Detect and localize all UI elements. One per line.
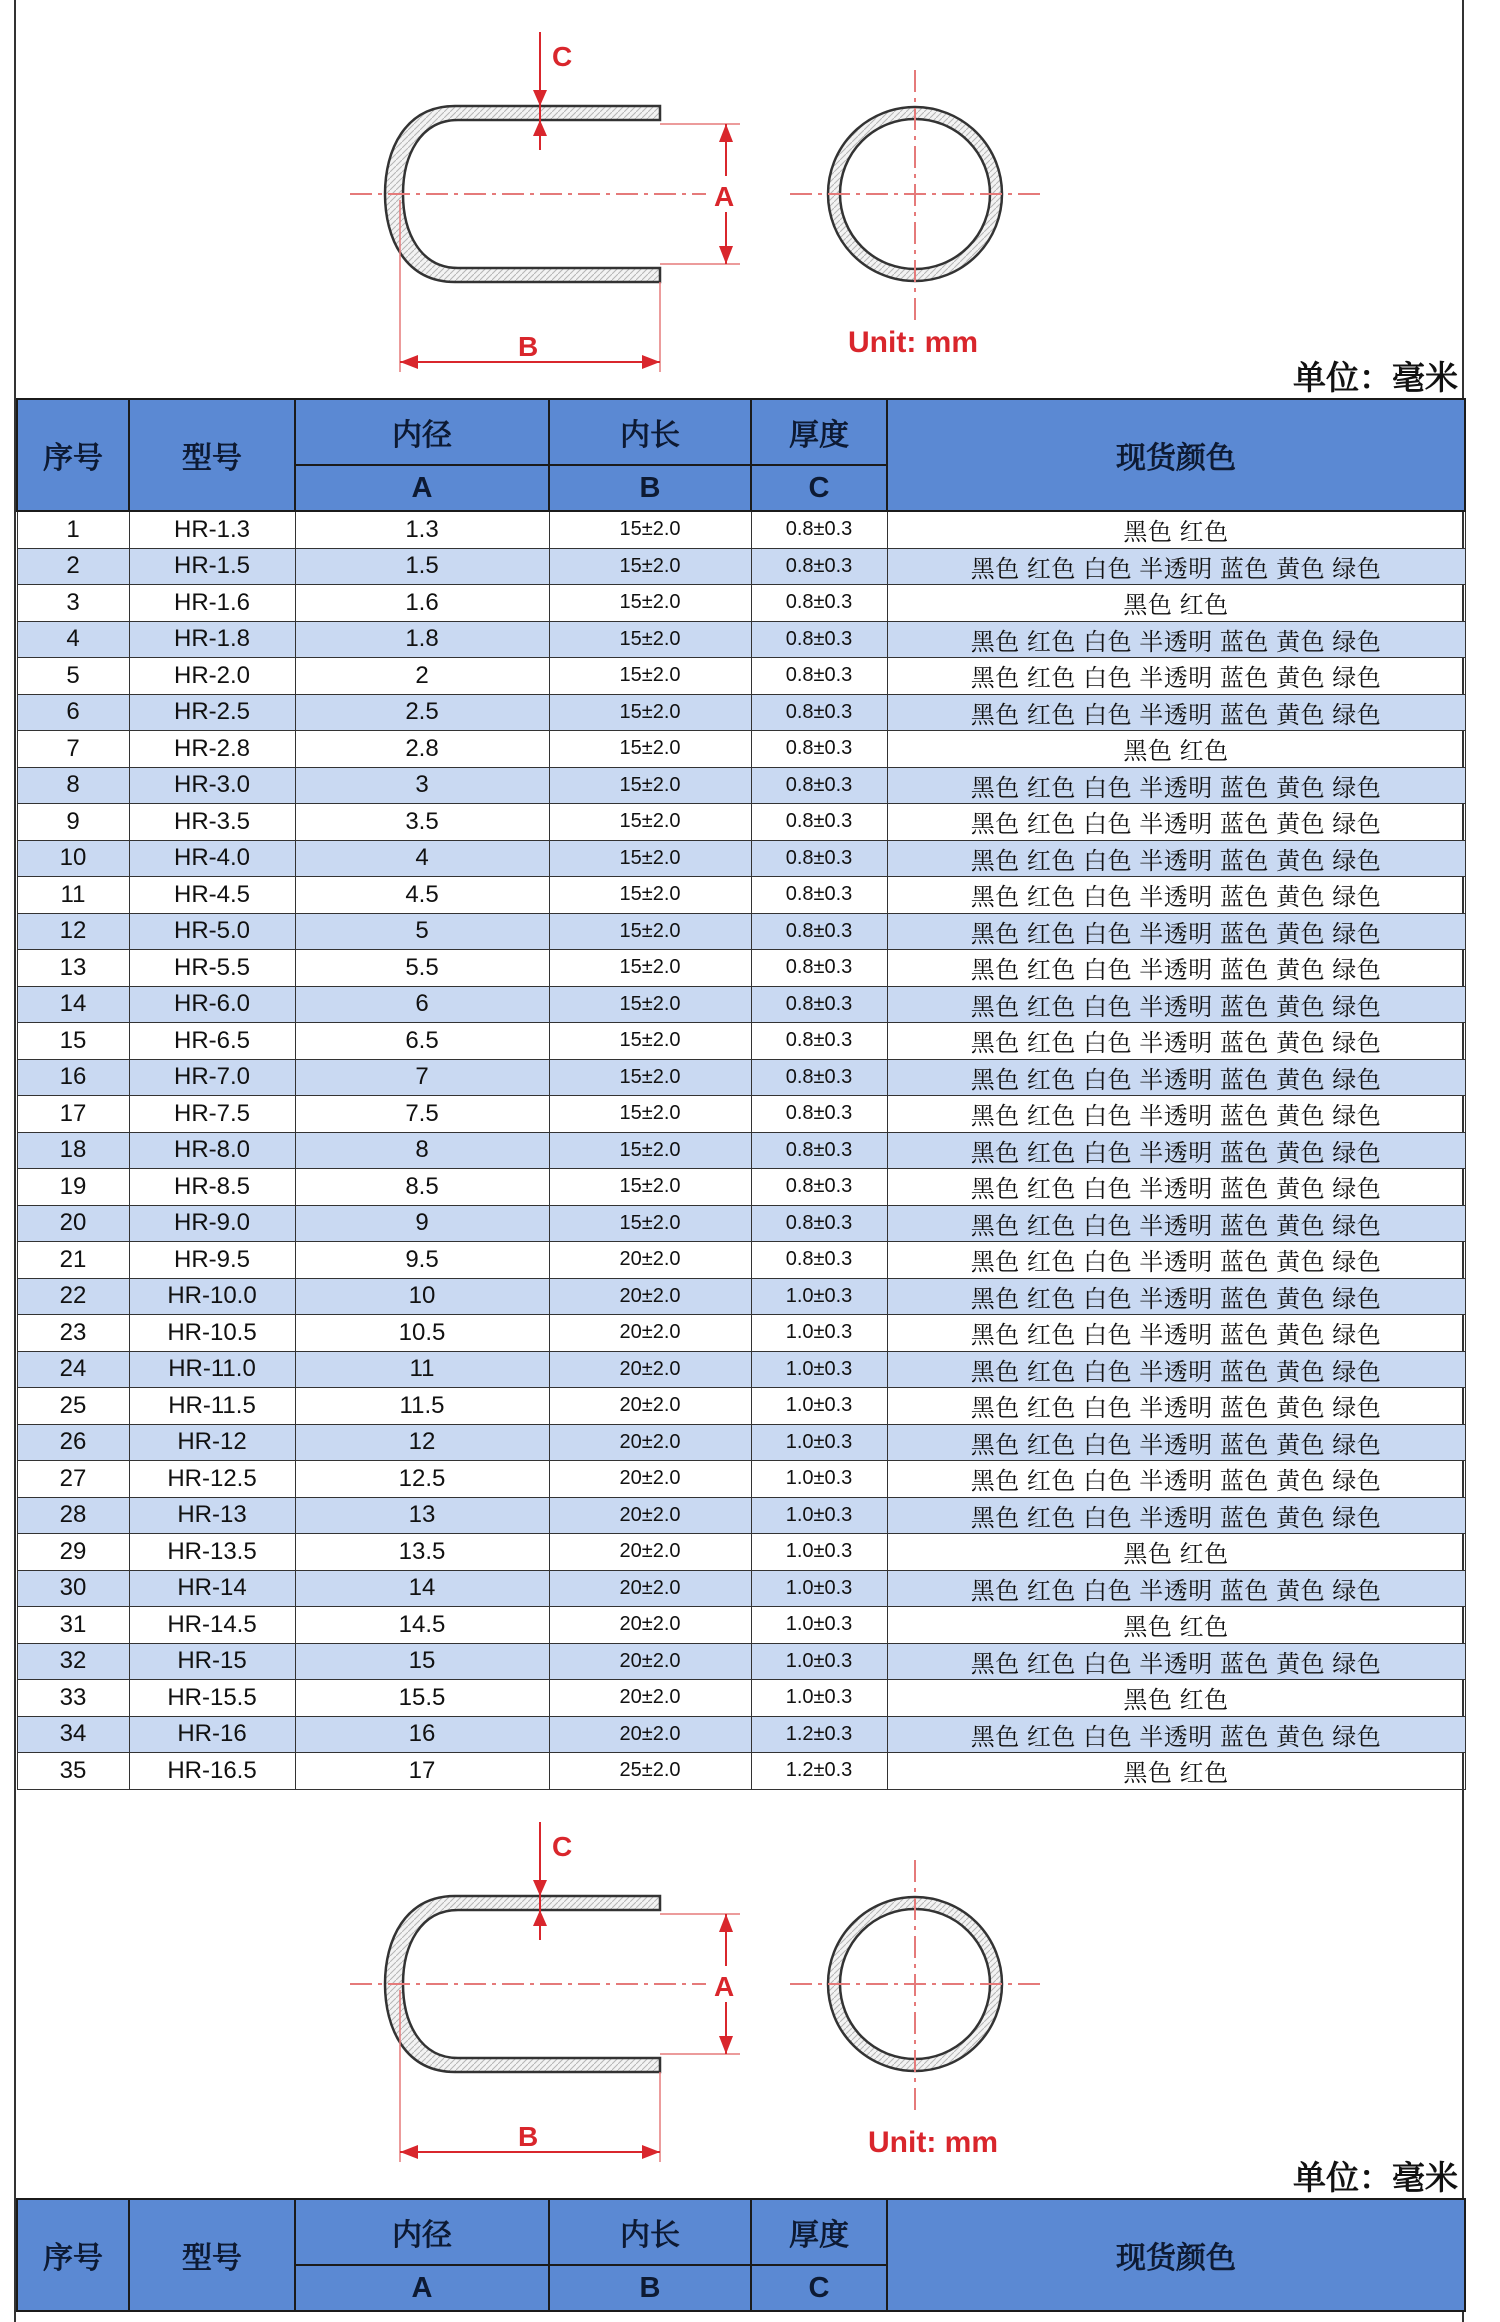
cell-index: 7 (17, 731, 129, 768)
cell-model: HR-16 (129, 1716, 295, 1753)
cell-thickness: 0.8±0.3 (751, 1169, 887, 1206)
cell-colors: 黑色 红色 白色 半透明 蓝色 黄色 绿色 (887, 804, 1465, 841)
cell-inner-length: 15±2.0 (549, 877, 751, 914)
table-row (17, 950, 1465, 987)
cell-inner-length: 20±2.0 (549, 1461, 751, 1498)
header-sub-a: A (295, 465, 549, 511)
cell-inner-length: 20±2.0 (549, 1315, 751, 1352)
cell-inner-diameter: 2.8 (295, 731, 549, 768)
table-row (17, 731, 1465, 768)
cell-model: HR-2.5 (129, 694, 295, 731)
cell-inner-diameter: 17 (295, 1753, 549, 1790)
dimension-b-arrow (642, 2145, 660, 2159)
table-row (17, 1753, 1465, 1790)
cell-inner-diameter: 9.5 (295, 1242, 549, 1279)
cell-colors: 黑色 红色 白色 半透明 蓝色 黄色 绿色 (887, 548, 1465, 585)
cell-inner-length: 20±2.0 (549, 1242, 751, 1279)
cell-colors: 黑色 红色 白色 半透明 蓝色 黄色 绿色 (887, 767, 1465, 804)
cell-inner-length: 15±2.0 (549, 1096, 751, 1133)
cell-inner-diameter: 4 (295, 840, 549, 877)
cell-inner-diameter: 9 (295, 1205, 549, 1242)
cell-index: 21 (17, 1242, 129, 1279)
cell-model: HR-15 (129, 1643, 295, 1680)
label-b: B (518, 331, 539, 362)
cell-thickness: 0.8±0.3 (751, 731, 887, 768)
cell-inner-diameter: 15 (295, 1643, 549, 1680)
table-row (17, 1643, 1465, 1680)
cell-inner-length: 20±2.0 (549, 1351, 751, 1388)
table-row (17, 1680, 1465, 1717)
cell-inner-length: 15±2.0 (549, 548, 751, 585)
cell-inner-length: 15±2.0 (549, 511, 751, 548)
cell-inner-diameter: 13 (295, 1497, 549, 1534)
cell-inner-length: 15±2.0 (549, 950, 751, 987)
unit-label-cn: 单位：毫米 (1293, 359, 1458, 396)
cell-model: HR-1.6 (129, 585, 295, 622)
cell-model: HR-13.5 (129, 1534, 295, 1571)
table-row (17, 548, 1465, 585)
cell-inner-diameter: 14.5 (295, 1607, 549, 1644)
dimension-c-arrow (533, 120, 547, 136)
cell-thickness: 1.0±0.3 (751, 1315, 887, 1352)
cell-index: 32 (17, 1643, 129, 1680)
cell-model: HR-11.0 (129, 1351, 295, 1388)
table-row (17, 511, 1465, 548)
cell-thickness: 1.0±0.3 (751, 1534, 887, 1571)
header-colors: 现货颜色 (887, 2199, 1465, 2311)
label-a: A (714, 1971, 735, 2002)
cell-inner-length: 15±2.0 (549, 804, 751, 841)
dimension-c-arrow (533, 1880, 547, 1896)
cell-inner-diameter: 12 (295, 1424, 549, 1461)
header-model: 型号 (129, 2199, 295, 2311)
cell-colors: 黑色 红色 白色 半透明 蓝色 黄色 绿色 (887, 1424, 1465, 1461)
cell-index: 10 (17, 840, 129, 877)
table-row (17, 877, 1465, 914)
cell-thickness: 0.8±0.3 (751, 1205, 887, 1242)
cell-index: 29 (17, 1534, 129, 1571)
cell-inner-length: 15±2.0 (549, 1169, 751, 1206)
dimension-c-arrow (533, 1910, 547, 1926)
cell-model: HR-1.8 (129, 621, 295, 658)
cell-inner-diameter: 3.5 (295, 804, 549, 841)
cell-thickness: 0.8±0.3 (751, 658, 887, 695)
cell-index: 4 (17, 621, 129, 658)
cell-index: 30 (17, 1570, 129, 1607)
dimension-b-arrow (400, 355, 418, 369)
cell-colors: 黑色 红色 白色 半透明 蓝色 黄色 绿色 (887, 1205, 1465, 1242)
cell-index: 19 (17, 1169, 129, 1206)
cell-colors: 黑色 红色 白色 半透明 蓝色 黄色 绿色 (887, 840, 1465, 877)
table-row (17, 1716, 1465, 1753)
cell-index: 28 (17, 1497, 129, 1534)
header-index: 序号 (17, 2199, 129, 2311)
cell-model: HR-9.0 (129, 1205, 295, 1242)
table-row (17, 1242, 1465, 1279)
cell-model: HR-6.5 (129, 1023, 295, 1060)
cell-inner-diameter: 7 (295, 1059, 549, 1096)
dimension-a-arrow (719, 124, 733, 142)
cell-model: HR-3.0 (129, 767, 295, 804)
table-row (17, 1607, 1465, 1644)
cell-model: HR-12 (129, 1424, 295, 1461)
cell-index: 26 (17, 1424, 129, 1461)
cell-inner-length: 15±2.0 (549, 658, 751, 695)
cell-inner-diameter: 3 (295, 767, 549, 804)
table-row (17, 1096, 1465, 1133)
cell-colors: 黑色 红色 白色 半透明 蓝色 黄色 绿色 (887, 950, 1465, 987)
cell-inner-length: 20±2.0 (549, 1643, 751, 1680)
cell-model: HR-7.0 (129, 1059, 295, 1096)
cell-thickness: 0.8±0.3 (751, 913, 887, 950)
table-row (17, 1424, 1465, 1461)
cell-colors: 黑色 红色 白色 半透明 蓝色 黄色 绿色 (887, 1023, 1465, 1060)
cell-inner-length: 15±2.0 (549, 1132, 751, 1169)
cell-index: 1 (17, 511, 129, 548)
cell-model: HR-3.5 (129, 804, 295, 841)
cell-colors: 黑色 红色 (887, 1680, 1465, 1717)
cell-inner-diameter: 11.5 (295, 1388, 549, 1425)
cell-inner-length: 20±2.0 (549, 1388, 751, 1425)
cell-thickness: 1.0±0.3 (751, 1607, 887, 1644)
table-row (17, 1169, 1465, 1206)
header-inner-length: 内长 (549, 399, 751, 465)
cell-colors: 黑色 红色 白色 半透明 蓝色 黄色 绿色 (887, 986, 1465, 1023)
cell-inner-diameter: 6.5 (295, 1023, 549, 1060)
cell-inner-length: 15±2.0 (549, 840, 751, 877)
cell-inner-diameter: 13.5 (295, 1534, 549, 1571)
cell-thickness: 0.8±0.3 (751, 585, 887, 622)
cell-thickness: 0.8±0.3 (751, 1096, 887, 1133)
cell-index: 20 (17, 1205, 129, 1242)
cell-inner-length: 25±2.0 (549, 1753, 751, 1790)
cell-index: 23 (17, 1315, 129, 1352)
cell-index: 34 (17, 1716, 129, 1753)
cell-thickness: 1.0±0.3 (751, 1643, 887, 1680)
table-row (17, 585, 1465, 622)
cell-colors: 黑色 红色 (887, 731, 1465, 768)
cell-model: HR-12.5 (129, 1461, 295, 1498)
cell-model: HR-16.5 (129, 1753, 295, 1790)
header-inner-diameter: 内径 (295, 399, 549, 465)
cell-thickness: 1.2±0.3 (751, 1753, 887, 1790)
cell-model: HR-5.5 (129, 950, 295, 987)
cell-inner-length: 15±2.0 (549, 694, 751, 731)
cell-colors: 黑色 红色 (887, 1534, 1465, 1571)
cell-inner-diameter: 10 (295, 1278, 549, 1315)
cell-model: HR-6.0 (129, 986, 295, 1023)
table-row (17, 658, 1465, 695)
cell-inner-diameter: 10.5 (295, 1315, 549, 1352)
table-row (17, 1351, 1465, 1388)
cell-model: HR-4.5 (129, 877, 295, 914)
cell-colors: 黑色 红色 白色 半透明 蓝色 黄色 绿色 (887, 1351, 1465, 1388)
cell-thickness: 0.8±0.3 (751, 986, 887, 1023)
cell-inner-diameter: 16 (295, 1716, 549, 1753)
table-row (17, 1497, 1465, 1534)
cell-thickness: 0.8±0.3 (751, 950, 887, 987)
cell-index: 15 (17, 1023, 129, 1060)
cell-thickness: 0.8±0.3 (751, 1132, 887, 1169)
cell-thickness: 1.0±0.3 (751, 1497, 887, 1534)
cell-index: 13 (17, 950, 129, 987)
cell-index: 12 (17, 913, 129, 950)
cell-inner-length: 20±2.0 (549, 1497, 751, 1534)
header-sub-c: C (751, 465, 887, 511)
header-sub-b: B (549, 2265, 751, 2311)
cell-inner-length: 20±2.0 (549, 1607, 751, 1644)
cell-colors: 黑色 红色 (887, 1607, 1465, 1644)
table-row (17, 1534, 1465, 1571)
cell-inner-length: 15±2.0 (549, 1023, 751, 1060)
header-index: 序号 (17, 399, 129, 511)
table-row (17, 840, 1465, 877)
cell-inner-diameter: 14 (295, 1570, 549, 1607)
cell-colors: 黑色 红色 白色 半透明 蓝色 黄色 绿色 (887, 1461, 1465, 1498)
dimension-diagram (0, 10, 1500, 410)
cell-inner-diameter: 5 (295, 913, 549, 950)
cell-index: 5 (17, 658, 129, 695)
cell-inner-length: 15±2.0 (549, 621, 751, 658)
cell-model: HR-2.8 (129, 731, 295, 768)
cell-colors: 黑色 红色 白色 半透明 蓝色 黄色 绿色 (887, 1132, 1465, 1169)
table-row (17, 1059, 1465, 1096)
cell-model: HR-5.0 (129, 913, 295, 950)
cell-thickness: 1.0±0.3 (751, 1388, 887, 1425)
cell-inner-diameter: 8 (295, 1132, 549, 1169)
table-row (17, 767, 1465, 804)
cell-thickness: 0.8±0.3 (751, 1059, 887, 1096)
cell-index: 11 (17, 877, 129, 914)
cell-model: HR-14 (129, 1570, 295, 1607)
dimension-b-arrow (642, 355, 660, 369)
cell-index: 14 (17, 986, 129, 1023)
dimension-c-arrow (533, 90, 547, 106)
label-a: A (714, 181, 735, 212)
cell-colors: 黑色 红色 白色 半透明 蓝色 黄色 绿色 (887, 1570, 1465, 1607)
cell-index: 35 (17, 1753, 129, 1790)
cell-inner-length: 20±2.0 (549, 1534, 751, 1571)
cell-colors: 黑色 红色 白色 半透明 蓝色 黄色 绿色 (887, 1242, 1465, 1279)
cell-model: HR-8.0 (129, 1132, 295, 1169)
table-row (17, 694, 1465, 731)
table-row (17, 1461, 1465, 1498)
cell-model: HR-11.5 (129, 1388, 295, 1425)
label-c: C (552, 1831, 573, 1862)
cell-colors: 黑色 红色 白色 半透明 蓝色 黄色 绿色 (887, 913, 1465, 950)
cell-model: HR-1.3 (129, 511, 295, 548)
cell-thickness: 1.0±0.3 (751, 1680, 887, 1717)
table-row (17, 1278, 1465, 1315)
cell-colors: 黑色 红色 白色 半透明 蓝色 黄色 绿色 (887, 658, 1465, 695)
cell-index: 25 (17, 1388, 129, 1425)
cell-index: 2 (17, 548, 129, 585)
cell-model: HR-14.5 (129, 1607, 295, 1644)
cell-colors: 黑色 红色 白色 半透明 蓝色 黄色 绿色 (887, 877, 1465, 914)
cell-index: 18 (17, 1132, 129, 1169)
cell-thickness: 1.0±0.3 (751, 1278, 887, 1315)
cell-thickness: 0.8±0.3 (751, 804, 887, 841)
table-row (17, 1388, 1465, 1425)
header-model: 型号 (129, 399, 295, 511)
cell-inner-diameter: 8.5 (295, 1169, 549, 1206)
cell-colors: 黑色 红色 (887, 1753, 1465, 1790)
dimension-diagram (0, 1800, 1500, 2200)
spec-table (16, 398, 1466, 1790)
cell-thickness: 1.0±0.3 (751, 1424, 887, 1461)
cell-inner-diameter: 1.8 (295, 621, 549, 658)
cell-thickness: 0.8±0.3 (751, 548, 887, 585)
cell-index: 24 (17, 1351, 129, 1388)
label-b: B (518, 2121, 539, 2152)
header-colors: 现货颜色 (887, 399, 1465, 511)
unit-label-en: Unit: mm (848, 326, 978, 359)
table-row (17, 804, 1465, 841)
cell-thickness: 1.0±0.3 (751, 1351, 887, 1388)
cell-colors: 黑色 红色 白色 半透明 蓝色 黄色 绿色 (887, 1497, 1465, 1534)
cell-index: 17 (17, 1096, 129, 1133)
table-row (17, 621, 1465, 658)
cell-thickness: 0.8±0.3 (751, 1242, 887, 1279)
cell-inner-length: 15±2.0 (549, 913, 751, 950)
cell-inner-length: 20±2.0 (549, 1680, 751, 1717)
cell-inner-length: 15±2.0 (549, 1205, 751, 1242)
cell-model: HR-10.5 (129, 1315, 295, 1352)
cell-model: HR-1.5 (129, 548, 295, 585)
header-sub-a: A (295, 2265, 549, 2311)
header-sub-b: B (549, 465, 751, 511)
cell-inner-diameter: 2.5 (295, 694, 549, 731)
cell-index: 8 (17, 767, 129, 804)
header-sub-c: C (751, 2265, 887, 2311)
dimension-a-arrow (719, 1914, 733, 1932)
cell-inner-length: 15±2.0 (549, 731, 751, 768)
dimension-b-arrow (400, 2145, 418, 2159)
cell-index: 9 (17, 804, 129, 841)
cell-model: HR-15.5 (129, 1680, 295, 1717)
cell-thickness: 1.0±0.3 (751, 1461, 887, 1498)
cell-index: 6 (17, 694, 129, 731)
cell-inner-length: 15±2.0 (549, 585, 751, 622)
cell-inner-length: 15±2.0 (549, 767, 751, 804)
cell-index: 16 (17, 1059, 129, 1096)
cell-model: HR-7.5 (129, 1096, 295, 1133)
header-thickness: 厚度 (751, 399, 887, 465)
cell-inner-length: 15±2.0 (549, 986, 751, 1023)
cell-inner-diameter: 5.5 (295, 950, 549, 987)
cell-colors: 黑色 红色 白色 半透明 蓝色 黄色 绿色 (887, 1716, 1465, 1753)
cell-inner-diameter: 15.5 (295, 1680, 549, 1717)
cell-model: HR-8.5 (129, 1169, 295, 1206)
cell-colors: 黑色 红色 (887, 511, 1465, 548)
cell-thickness: 0.8±0.3 (751, 877, 887, 914)
cell-index: 3 (17, 585, 129, 622)
cell-inner-diameter: 2 (295, 658, 549, 695)
cell-colors: 黑色 红色 白色 半透明 蓝色 黄色 绿色 (887, 1059, 1465, 1096)
unit-label-cn: 单位：毫米 (1293, 2159, 1458, 2196)
table-row (17, 1205, 1465, 1242)
cell-inner-diameter: 11 (295, 1351, 549, 1388)
header-inner-length: 内长 (549, 2199, 751, 2265)
dimension-a-arrow (719, 2036, 733, 2054)
cell-colors: 黑色 红色 白色 半透明 蓝色 黄色 绿色 (887, 1388, 1465, 1425)
table-row (17, 1023, 1465, 1060)
label-c: C (552, 41, 573, 72)
cell-inner-length: 20±2.0 (549, 1424, 751, 1461)
cell-inner-length: 20±2.0 (549, 1278, 751, 1315)
unit-label-en: Unit: mm (868, 2126, 998, 2159)
cell-colors: 黑色 红色 白色 半透明 蓝色 黄色 绿色 (887, 1643, 1465, 1680)
cell-thickness: 0.8±0.3 (751, 621, 887, 658)
cell-thickness: 0.8±0.3 (751, 840, 887, 877)
diagram-bottom (0, 1800, 1500, 2205)
cell-colors: 黑色 红色 白色 半透明 蓝色 黄色 绿色 (887, 1169, 1465, 1206)
cell-index: 31 (17, 1607, 129, 1644)
cell-index: 33 (17, 1680, 129, 1717)
cell-index: 22 (17, 1278, 129, 1315)
cell-inner-diameter: 7.5 (295, 1096, 549, 1133)
cell-inner-diameter: 12.5 (295, 1461, 549, 1498)
table-row (17, 913, 1465, 950)
cell-colors: 黑色 红色 白色 半透明 蓝色 黄色 绿色 (887, 1278, 1465, 1315)
cell-thickness: 0.8±0.3 (751, 511, 887, 548)
table-row (17, 986, 1465, 1023)
cell-thickness: 1.2±0.3 (751, 1716, 887, 1753)
cell-inner-diameter: 1.5 (295, 548, 549, 585)
cell-inner-diameter: 1.3 (295, 511, 549, 548)
cell-model: HR-4.0 (129, 840, 295, 877)
cell-index: 27 (17, 1461, 129, 1498)
spec-table-continued (16, 2198, 1466, 2312)
cell-inner-diameter: 1.6 (295, 585, 549, 622)
cell-thickness: 0.8±0.3 (751, 1023, 887, 1060)
cell-model: HR-2.0 (129, 658, 295, 695)
cell-thickness: 0.8±0.3 (751, 767, 887, 804)
cell-inner-length: 15±2.0 (549, 1059, 751, 1096)
diagram-top (0, 10, 1500, 415)
cell-inner-diameter: 4.5 (295, 877, 549, 914)
header-inner-diameter: 内径 (295, 2199, 549, 2265)
cell-thickness: 0.8±0.3 (751, 694, 887, 731)
cell-colors: 黑色 红色 白色 半透明 蓝色 黄色 绿色 (887, 1096, 1465, 1133)
cell-model: HR-13 (129, 1497, 295, 1534)
cell-colors: 黑色 红色 白色 半透明 蓝色 黄色 绿色 (887, 621, 1465, 658)
header-thickness: 厚度 (751, 2199, 887, 2265)
cell-model: HR-9.5 (129, 1242, 295, 1279)
dimension-a-arrow (719, 246, 733, 264)
cell-colors: 黑色 红色 白色 半透明 蓝色 黄色 绿色 (887, 1315, 1465, 1352)
table-row (17, 1315, 1465, 1352)
cell-inner-length: 20±2.0 (549, 1570, 751, 1607)
cell-thickness: 1.0±0.3 (751, 1570, 887, 1607)
cell-inner-length: 20±2.0 (549, 1716, 751, 1753)
table-row (17, 1132, 1465, 1169)
cell-model: HR-10.0 (129, 1278, 295, 1315)
cell-colors: 黑色 红色 白色 半透明 蓝色 黄色 绿色 (887, 694, 1465, 731)
cell-colors: 黑色 红色 (887, 585, 1465, 622)
cell-inner-diameter: 6 (295, 986, 549, 1023)
table-row (17, 1570, 1465, 1607)
